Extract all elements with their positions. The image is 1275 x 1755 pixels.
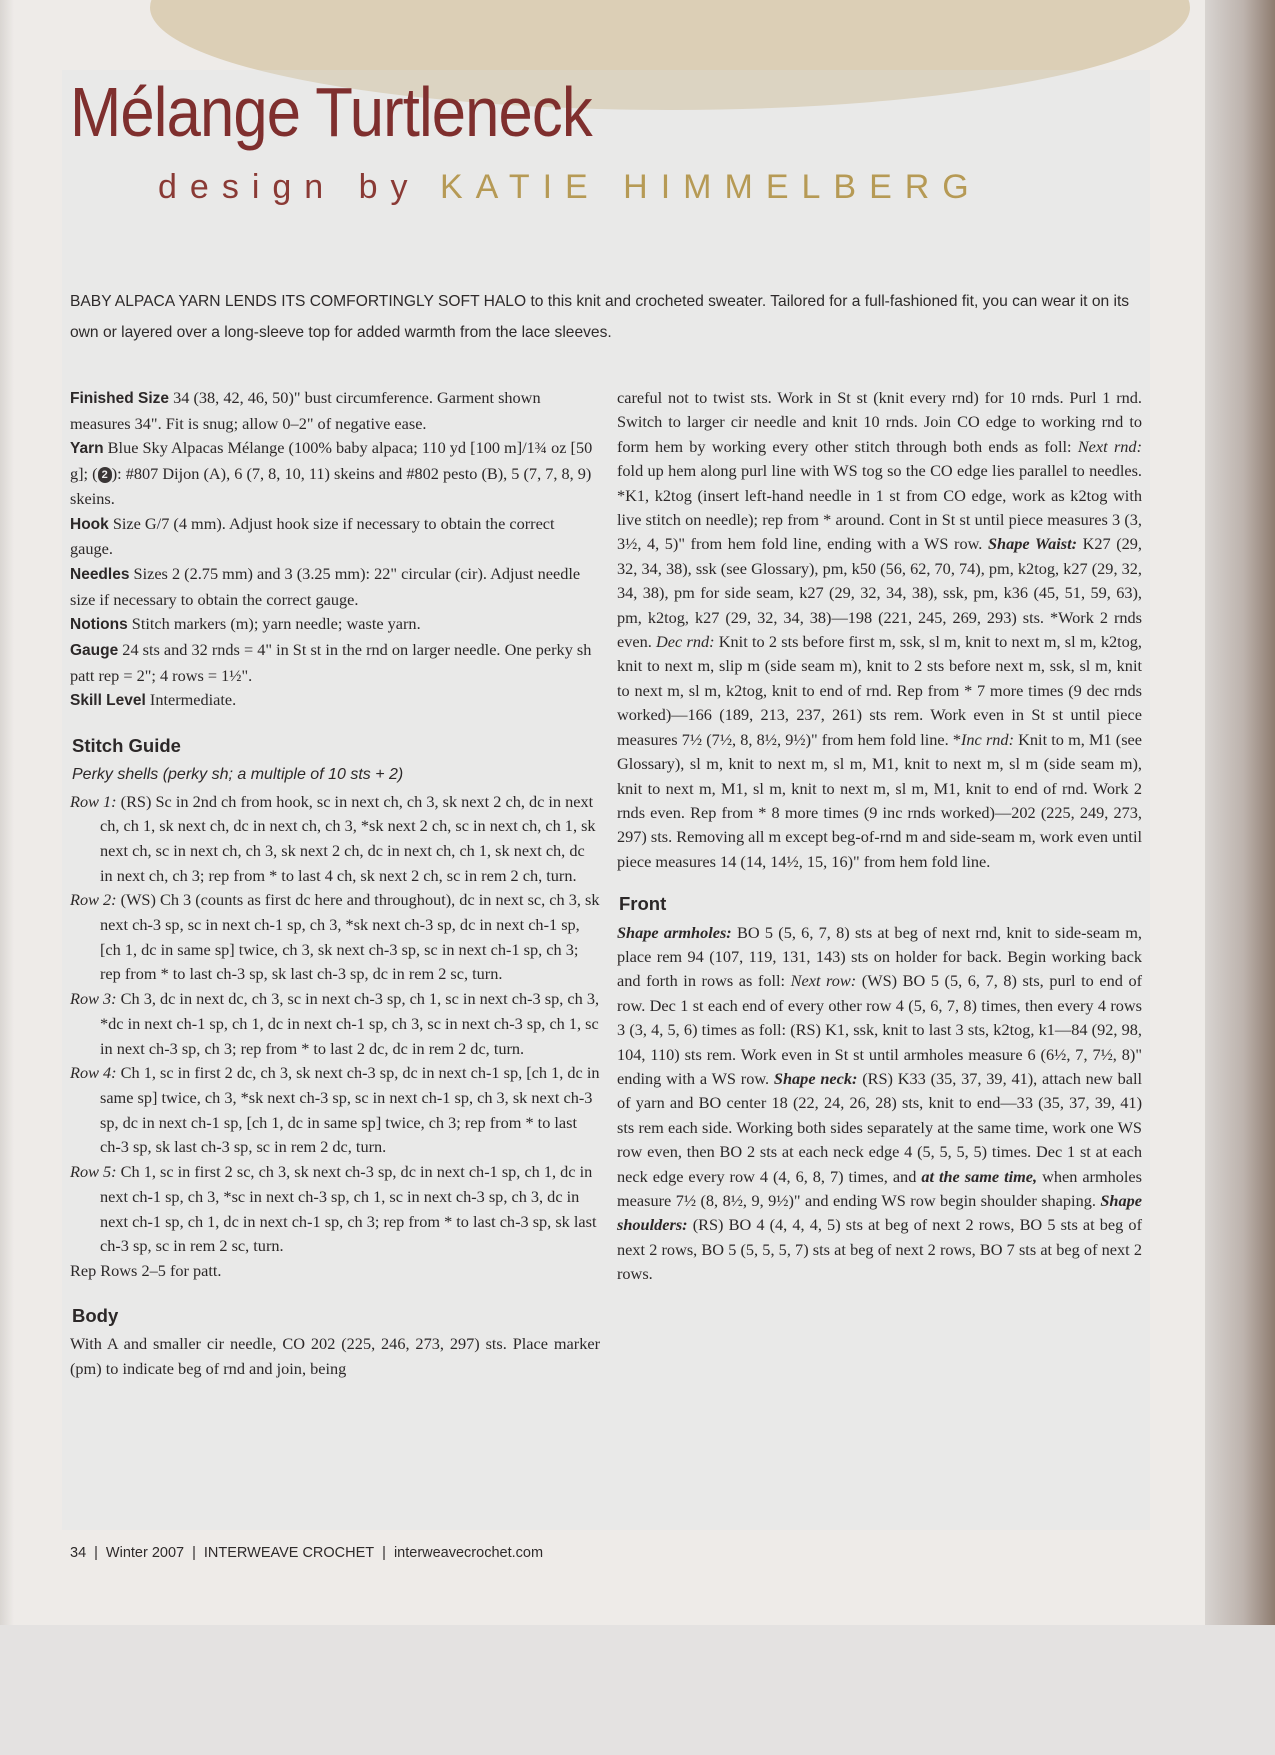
spec-key: Skill Level bbox=[70, 692, 146, 710]
front-heading: Front bbox=[619, 893, 667, 915]
row-text: (WS) Ch 3 (counts as first dc here and throughout), dc in next sc, ch 3, sk next ch-3 sp, sc in next ch-1 sp, ch 3, *sk next ch-3 sp, dc in next ch-1 sp, [ch 1, dc in same sp] twice, ch 3, sk next ch-3 sp, sc in next ch-1 sp, ch 3; rep from * to last ch-3 sp, sk last ch-3 sp, dc in rem 2 sc, turn. bbox=[100, 890, 600, 984]
footer-separator: | bbox=[94, 1545, 98, 1561]
spec-text: Intermediate. bbox=[145, 690, 237, 710]
spec-key: Gauge bbox=[70, 642, 119, 660]
footer-separator: | bbox=[382, 1545, 386, 1561]
spec-text: 34 (38, 42, 46, 50)" bust circumference. Garment shown measures 34". Fit is snug; allow 0–2" of negative ease. bbox=[70, 388, 541, 433]
yarn-weight-icon: 2 bbox=[98, 467, 112, 483]
page-gutter-shadow bbox=[1205, 0, 1275, 1625]
designer-byline bbox=[158, 168, 982, 207]
row-label: Row 3: bbox=[70, 989, 117, 1009]
stitch-guide-heading: Stitch Guide bbox=[72, 735, 181, 757]
row-text: Ch 1, sc in first 2 dc, ch 3, sk next ch-3 sp, dc in next ch-1 sp, [ch 1, dc in same sp] twice, ch 3, *sk next ch-3 sp, sc in next ch-1 sp, ch 3, sk next ch-3 sp, dc in next ch-1 sp, [ch 1, dc in same sp] twice, ch 3; rep from * to last ch-3 sp, sk last ch-3 sp, sc in rem 2 dc, turn. bbox=[100, 1063, 600, 1157]
body-text-continued bbox=[617, 386, 1142, 874]
spec-text: Stitch markers (m); yarn needle; waste yarn. bbox=[127, 614, 421, 634]
row-text: Ch 1, sc in first 2 sc, ch 3, sk next ch-3 sp, dc in next ch-1 sp, ch 1, dc in next ch-1 sp, ch 3, *sc in next ch-3 sp, ch 1, sc in next ch-3 sp, ch 3, dc in next ch-1 sp, ch 1, dc in next ch-1 sp, ch 3; rep from * to last ch-3 sp, sk last ch-3 sp, sc in rem 2 sc, turn. bbox=[100, 1162, 597, 1256]
front-segment: (RS) K33 (35, 37, 39, 41), attach new ball of yarn and BO center 18 (22, 24, 26, 28) sts, knit to end—33 (35, 37, 39, 41) sts rem each side. Working both sides separately at the same time, work one WS row even, then BO 2 sts at each neck edge 4 (5, 5, 5, 5) times. Dec 1 st at each neck edge every row 4 (4, 6, 8, 7) times, and bbox=[617, 1068, 1142, 1186]
spec-key: Yarn bbox=[70, 440, 104, 458]
body-text-start: With A and smaller cir needle, CO 202 (225, 246, 273, 297) sts. Place marker (pm) to indicate beg of rnd and join, being bbox=[70, 1334, 600, 1379]
byline-lead: design by bbox=[158, 168, 421, 206]
footer-separator: | bbox=[192, 1545, 196, 1561]
spec-text: Size G/7 (4 mm). Adjust hook size if necessary to obtain the correct gauge. bbox=[70, 513, 555, 559]
intro-rest: to this knit and crocheted sweater. Tailored for a full-fashioned fit, you can wear it on its own or layered over a long-sleeve top for added warmth from the lace sleeves. bbox=[70, 293, 1130, 341]
front-step-label: Shape neck: bbox=[773, 1068, 858, 1088]
page-left-shadow bbox=[0, 0, 14, 1625]
spec-text: ): #807 Dijon (A), 6 (7, 8, 10, 11) skeins and #802 pesto (B), 5 (7, 7, 8, 9) skeins. bbox=[70, 464, 592, 508]
spec-notions bbox=[70, 612, 600, 638]
pattern-row bbox=[70, 1160, 600, 1259]
spec-hook bbox=[70, 512, 600, 562]
intro-caps: BABY ALPACA YARN LENDS ITS COMFORTINGLY SOFT HALO bbox=[70, 293, 527, 310]
body-segment: fold up hem along purl line with WS tog so the CO edge lies parallel to needles. *K1, k2tog (insert left-hand needle in 1 st from CO edge, work as k2tog with live stitch on needle); rep from * around. Cont in St st until piece measures 3 (3, 3½, 4, 5)" from hem fold line, ending with a WS row. bbox=[617, 461, 1142, 554]
front-segment: (RS) BO 4 (4, 4, 4, 5) sts at beg of next 2 rows, BO 5 sts at beg of next 2 rows, BO 5 (5, 5, 5, 7) sts at beg of next 2 rows, BO 7 sts at beg of next 2 rows. bbox=[617, 1215, 1142, 1284]
spec-text: Blue Sky Alpacas Mélange (100% baby alpaca; 110 yd [100 m]/1¾ oz [50 g]; ( bbox=[70, 438, 593, 484]
body-term: Inc rnd: bbox=[961, 729, 1014, 749]
front-step-label: Shape armholes: bbox=[617, 922, 732, 942]
front-emphasis: at the same time, bbox=[921, 1166, 1038, 1186]
front-segment: (WS) BO 5 (5, 6, 7, 8) sts, purl to end of row. Dec 1 st each end of every other row 4 (5, 6, 7, 8) times, then every 4 rows 3 (3, 4, 5, 6) times as foll: (RS) K1, ssk, knit to last 3 sts, k2tog, k1—84 (92, 98, 104, 110) sts rem. Work even in St st until armholes measure 6 (6½, 7, 7½, 8)" ending with a WS row. bbox=[617, 971, 1143, 1088]
row-label: Row 2: bbox=[70, 890, 117, 910]
body-segment: K27 (29, 32, 34, 38), ssk (see Glossary), pm, k50 (56, 62, 70, 74), pm, k2tog, k27 (29, 32, 34, 38), pm for side seam, k27 (29, 32, 34, 38), ssk, pm, k36 (45, 51, 59, 63), pm, k2tog, k27 (29, 32, 34, 38)—198 (221, 245, 269, 293) sts. *Work 2 rnds even. bbox=[617, 534, 1143, 652]
body-segment: careful not to twist sts. Work in St st (knit every rnd) for 10 rnds. Purl 1 rnd. Switch to larger cir needle and knit 10 rnds. Join CO edge to working rnd to form hem by working every other stitch through both ends as foll: bbox=[617, 388, 1142, 456]
front-text bbox=[617, 921, 1142, 1287]
intro-paragraph bbox=[70, 286, 1140, 348]
spec-key: Notions bbox=[70, 616, 128, 634]
spec-finished-size bbox=[70, 386, 600, 436]
row-text: Ch 3, dc in next dc, ch 3, sc in next ch-3 sp, ch 1, sc in next ch-3 sp, ch 3, *dc in next ch-1 sp, ch 1, dc in next ch-1 sp, ch 3, sc in next ch-3 sp, ch 1, sc in next ch-3 sp, ch 3; rep from * to last 2 dc, dc in rem 2 dc, turn. bbox=[100, 989, 600, 1058]
scan-bottom-margin bbox=[0, 1625, 1275, 1755]
magazine-name: INTERWEAVE CROCHET bbox=[203, 1545, 375, 1561]
pattern-row bbox=[70, 888, 600, 987]
spec-needles bbox=[70, 562, 600, 612]
right-column bbox=[617, 386, 1142, 1287]
spec-key: Finished Size bbox=[70, 390, 170, 407]
left-column bbox=[70, 386, 600, 1382]
spec-gauge bbox=[70, 638, 600, 688]
body-segment: Knit to m, M1 (see Glossary), sl m, knit to next m, sl m, M1, knit to next m, sl m (side seam m), knit to next m, M1, sl m, knit to next m, sl m, M1, knit to end of rnd. Work 2 rnds even. Rep from * 8 more times (9 inc rnds worked)—202 (225, 249, 273, 297) sts. Removing all m except beg-of-rnd m and side-seam m, work even until piece measures 14 (14, 14½, 15, 16)" from hem fold line. bbox=[617, 729, 1142, 871]
pattern-row bbox=[70, 790, 600, 889]
stitch-guide-subheading: Perky shells (perky sh; a multiple of 10 sts + 2) bbox=[72, 765, 404, 783]
front-segment: BO 5 (5, 6, 7, 8) sts at beg of next rnd, knit to side-seam m, place rem 94 (107, 119, 131, 143) sts on holder for back. Begin working back and forth in rows as foll: bbox=[617, 922, 1142, 991]
front-term: Next row: bbox=[790, 971, 857, 991]
designer-name: KATIE HIMMELBERG bbox=[440, 168, 982, 206]
front-step-label: Shape shoulders: bbox=[617, 1191, 1142, 1235]
spec-key: Needles bbox=[70, 565, 130, 583]
spec-skill-level bbox=[70, 688, 600, 714]
spec-yarn bbox=[70, 436, 600, 511]
magazine-url: interweavecrochet.com bbox=[393, 1545, 544, 1561]
page-title: Mélange Turtleneck bbox=[70, 73, 592, 151]
body-heading: Body bbox=[72, 1304, 119, 1326]
pattern-repeat-note: Rep Rows 2–5 for patt. bbox=[70, 1260, 222, 1280]
pattern-row bbox=[70, 1061, 600, 1160]
body-term: Next rnd: bbox=[1077, 436, 1142, 456]
front-segment: when armholes measure 7½ (8, 8½, 9, 9½)" and ending WS row begin shoulder shaping. bbox=[617, 1166, 1142, 1210]
spec-text: 24 sts and 32 rnds = 4" in St st in the rnd on larger needle. One perky sh patt rep = 2"; 4 rows = 1½". bbox=[70, 640, 592, 685]
row-label: Row 5: bbox=[70, 1162, 117, 1182]
body-term: Dec rnd: bbox=[656, 632, 715, 652]
spec-text: Sizes 2 (2.75 mm) and 3 (3.25 mm): 22" circular (cir). Adjust needle size if necessary to obtain the correct gauge. bbox=[70, 563, 581, 609]
page-footer bbox=[70, 1545, 543, 1561]
body-step-label: Shape Waist: bbox=[987, 534, 1078, 554]
body-segment: Knit to 2 sts before first m, ssk, sl m, knit to next m, sl m, k2tog, knit to next m, slip m (side seam m), knit to 2 sts before next m, ssk, sl m, knit to next m, sl m, k2tog, knit to end of rnd. Rep from * 7 more times (9 dec rnds worked)—166 (189, 213, 237, 261) sts rem. Work even in St st until piece measures 7½ (7½, 8, 8½, 9½)" from hem fold line. * bbox=[617, 632, 1143, 749]
row-text: (RS) Sc in 2nd ch from hook, sc in next ch, ch 3, sk next 2 ch, dc in next ch, ch 1, sk next ch, dc in next ch, ch 3, *sk next 2 ch, sc in next ch, ch 1, sk next ch, sc in next ch, ch 3, sk next 2 ch, dc in next ch, ch 1, sk next ch, dc in next ch, ch 3; rep from * to last 4 ch, sk next 2 ch, sc in rem 2 ch, turn. bbox=[100, 791, 596, 885]
pattern-row bbox=[70, 987, 600, 1061]
issue-date: Winter 2007 bbox=[105, 1545, 185, 1561]
spec-key: Hook bbox=[70, 515, 109, 533]
row-label: Row 4: bbox=[70, 1063, 117, 1083]
row-label: Row 1: bbox=[70, 791, 117, 811]
page-number: 34 bbox=[70, 1545, 87, 1561]
